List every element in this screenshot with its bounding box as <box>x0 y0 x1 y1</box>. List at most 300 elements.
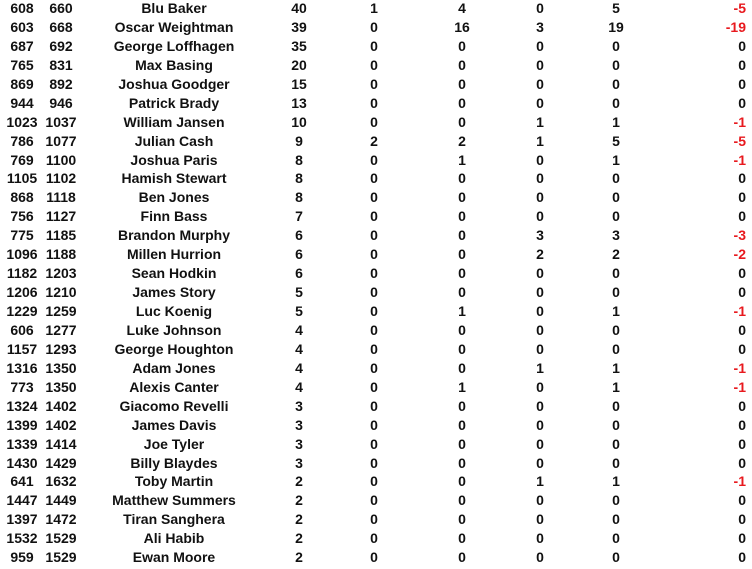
stat-3-cell: 0 <box>458 416 466 433</box>
stat-4-cell: 2 <box>536 246 544 263</box>
player-name-cell: George Houghton <box>114 340 234 357</box>
table-row <box>0 378 752 397</box>
stat-3-cell: 0 <box>458 265 466 282</box>
player-name-cell: Finn Bass <box>140 208 208 225</box>
player-name-cell: Julian Cash <box>134 132 214 149</box>
stat-4-cell: 0 <box>536 189 544 206</box>
rank-before-cell: 1206 <box>6 284 38 301</box>
rank-before-cell: 1105 <box>6 170 38 187</box>
difference-cell: 0 <box>738 284 746 301</box>
rank-before-cell: 1316 <box>6 359 38 376</box>
difference-cell: 0 <box>738 416 746 433</box>
rank-after-cell: 1203 <box>45 265 77 282</box>
stat-3-cell: 0 <box>458 284 466 301</box>
stat-5-cell: 0 <box>612 397 620 414</box>
stat-2-cell: 0 <box>370 246 378 263</box>
stat-3-cell: 0 <box>458 511 466 528</box>
player-name-cell: Joshua Paris <box>130 151 218 168</box>
stat-2-cell: 0 <box>370 473 378 490</box>
player-name-cell: Oscar Weightman <box>114 18 234 35</box>
rank-before-cell: 786 <box>10 132 34 149</box>
rank-after-cell: 1102 <box>45 170 77 187</box>
rank-before-cell: 1339 <box>6 435 38 452</box>
table-row <box>0 416 752 435</box>
difference-cell: -5 <box>733 0 746 16</box>
table-row <box>0 94 752 113</box>
rank-before-cell: 1447 <box>6 492 38 509</box>
stat-5-cell: 1 <box>612 359 620 376</box>
stat-1-cell: 15 <box>291 75 307 92</box>
stat-1-cell: 2 <box>295 492 303 509</box>
player-name-cell: Sean Hodkin <box>131 265 217 282</box>
player-name-cell: Alexis Canter <box>129 378 219 395</box>
rank-after-cell: 1077 <box>45 132 77 149</box>
rank-after-cell: 1350 <box>45 378 77 395</box>
stat-5-cell: 0 <box>612 416 620 433</box>
table-row <box>0 472 752 491</box>
stat-5-cell: 0 <box>612 265 620 282</box>
stat-4-cell: 3 <box>536 227 544 244</box>
stat-4-cell: 1 <box>536 473 544 490</box>
table-row <box>0 245 752 264</box>
difference-cell: 0 <box>738 170 746 187</box>
rank-before-cell: 1023 <box>6 113 38 130</box>
stat-2-cell: 0 <box>370 416 378 433</box>
stat-5-cell: 0 <box>612 435 620 452</box>
stat-5-cell: 0 <box>612 492 620 509</box>
stat-2-cell: 0 <box>370 549 378 566</box>
rank-after-cell: 1350 <box>45 359 77 376</box>
rank-after-cell: 1259 <box>45 303 77 319</box>
rank-after-cell: 831 <box>49 56 73 73</box>
stat-2-cell: 0 <box>370 151 378 168</box>
stat-4-cell: 1 <box>536 359 544 376</box>
rank-after-cell: 1529 <box>45 530 77 547</box>
rank-before-cell: 765 <box>10 56 34 73</box>
stat-2-cell: 0 <box>370 303 378 319</box>
stat-4-cell: 0 <box>536 151 544 168</box>
stat-1-cell: 4 <box>295 359 303 376</box>
player-name-cell: Luc Koenig <box>135 303 213 319</box>
stat-5-cell: 0 <box>612 321 620 338</box>
stat-1-cell: 10 <box>291 113 307 130</box>
stat-2-cell: 0 <box>370 56 378 73</box>
difference-cell: 0 <box>738 37 746 54</box>
rank-before-cell: 608 <box>10 0 34 16</box>
stat-2-cell: 1 <box>370 0 378 16</box>
player-name-cell: Ewan Moore <box>132 549 216 566</box>
table-row <box>0 207 752 226</box>
difference-cell: 0 <box>738 75 746 92</box>
stat-3-cell: 0 <box>458 454 466 471</box>
stat-4-cell: 0 <box>536 37 544 54</box>
stat-1-cell: 8 <box>295 151 303 168</box>
stat-4-cell: 0 <box>536 378 544 395</box>
table-row <box>0 302 752 321</box>
difference-cell: 0 <box>738 340 746 357</box>
player-name-cell: Brandon Murphy <box>118 227 230 244</box>
stat-1-cell: 20 <box>291 56 307 73</box>
stat-5-cell: 0 <box>612 170 620 187</box>
stat-2-cell: 0 <box>370 94 378 111</box>
stat-4-cell: 0 <box>536 435 544 452</box>
stat-3-cell: 0 <box>458 94 466 111</box>
rank-after-cell: 1210 <box>45 284 77 301</box>
stat-1-cell: 13 <box>291 94 307 111</box>
stat-4-cell: 0 <box>536 284 544 301</box>
stat-1-cell: 2 <box>295 530 303 547</box>
stat-2-cell: 0 <box>370 265 378 282</box>
rank-after-cell: 1277 <box>45 321 77 338</box>
stat-5-cell: 1 <box>612 378 620 395</box>
difference-cell: 0 <box>738 511 746 528</box>
rank-before-cell: 769 <box>10 151 34 168</box>
stat-3-cell: 0 <box>458 359 466 376</box>
stat-2-cell: 0 <box>370 75 378 92</box>
rank-after-cell: 1100 <box>45 151 77 168</box>
stat-4-cell: 0 <box>536 265 544 282</box>
difference-cell: -1 <box>733 113 746 130</box>
rank-before-cell: 1229 <box>6 303 38 319</box>
stat-5-cell: 0 <box>612 549 620 566</box>
player-name-cell: Patrick Brady <box>128 94 220 111</box>
player-name-cell: Blu Baker <box>141 0 207 16</box>
difference-cell: 0 <box>738 435 746 452</box>
table-row <box>0 0 752 18</box>
stat-4-cell: 0 <box>536 511 544 528</box>
stat-5-cell: 0 <box>612 340 620 357</box>
rank-after-cell: 668 <box>49 18 73 35</box>
player-name-cell: Ben Jones <box>138 189 210 206</box>
rank-before-cell: 756 <box>10 208 34 225</box>
stat-3-cell: 0 <box>458 56 466 73</box>
player-name-cell: Hamish Stewart <box>121 170 227 187</box>
stat-1-cell: 8 <box>295 189 303 206</box>
stat-2-cell: 0 <box>370 511 378 528</box>
player-name-cell: Matthew Summers <box>112 492 236 509</box>
difference-cell: 0 <box>738 94 746 111</box>
stat-4-cell: 0 <box>536 56 544 73</box>
stat-4-cell: 3 <box>536 18 544 35</box>
stat-3-cell: 4 <box>458 0 466 16</box>
rank-after-cell: 1185 <box>45 227 77 244</box>
table-row <box>0 454 752 473</box>
rank-before-cell: 1182 <box>6 265 38 282</box>
rank-after-cell: 1118 <box>46 189 76 206</box>
rank-before-cell: 868 <box>10 189 34 206</box>
table-row <box>0 37 752 56</box>
rank-before-cell: 944 <box>10 94 34 111</box>
stat-3-cell: 0 <box>458 397 466 414</box>
stat-1-cell: 6 <box>295 227 303 244</box>
rank-before-cell: 959 <box>10 549 34 566</box>
player-name-cell: Luke Johnson <box>126 321 222 338</box>
rank-before-cell: 1532 <box>6 530 38 547</box>
rank-after-cell: 1632 <box>45 473 77 490</box>
player-name-cell: Toby Martin <box>134 473 214 490</box>
stat-2-cell: 0 <box>370 37 378 54</box>
table-row <box>0 151 752 170</box>
stat-3-cell: 1 <box>458 378 466 395</box>
table-row <box>0 226 752 245</box>
stat-5-cell: 1 <box>612 151 620 168</box>
stat-1-cell: 9 <box>295 132 303 149</box>
rank-after-cell: 1402 <box>45 397 77 414</box>
difference-cell: -2 <box>733 246 746 263</box>
table-row <box>0 188 752 207</box>
stat-5-cell: 3 <box>612 227 620 244</box>
difference-cell: 0 <box>738 56 746 73</box>
difference-cell: 0 <box>738 530 746 547</box>
rank-after-cell: 660 <box>49 0 73 16</box>
rank-after-cell: 1293 <box>45 340 77 357</box>
difference-cell: 0 <box>738 321 746 338</box>
stat-5-cell: 1 <box>612 473 620 490</box>
rank-before-cell: 687 <box>10 37 34 54</box>
stat-2-cell: 0 <box>370 284 378 301</box>
table-row <box>0 75 752 94</box>
stat-1-cell: 8 <box>295 170 303 187</box>
stat-4-cell: 0 <box>536 340 544 357</box>
rank-after-cell: 1188 <box>45 246 77 263</box>
difference-cell: -3 <box>733 227 746 244</box>
rank-before-cell: 869 <box>10 75 34 92</box>
stat-1-cell: 3 <box>295 397 303 414</box>
table-row <box>0 435 752 454</box>
stat-4-cell: 0 <box>536 75 544 92</box>
stat-1-cell: 6 <box>295 246 303 263</box>
stat-5-cell: 0 <box>612 94 620 111</box>
stat-3-cell: 16 <box>454 18 470 35</box>
stat-1-cell: 4 <box>295 321 303 338</box>
stat-5-cell: 5 <box>612 132 620 149</box>
rank-after-cell: 1429 <box>45 454 77 471</box>
rank-after-cell: 1449 <box>45 492 77 509</box>
stat-3-cell: 0 <box>458 113 466 130</box>
difference-cell: 0 <box>738 492 746 509</box>
stat-4-cell: 0 <box>536 549 544 566</box>
stat-1-cell: 40 <box>291 0 307 16</box>
rank-after-cell: 1414 <box>45 435 77 452</box>
stat-1-cell: 5 <box>295 284 303 301</box>
stat-3-cell: 0 <box>458 75 466 92</box>
rank-after-cell: 1402 <box>45 416 77 433</box>
rank-before-cell: 1157 <box>6 340 38 357</box>
stat-4-cell: 0 <box>536 416 544 433</box>
stat-1-cell: 2 <box>295 511 303 528</box>
rank-after-cell: 1127 <box>45 208 77 225</box>
table-row <box>0 113 752 132</box>
player-name-cell: Billy Blaydes <box>130 454 218 471</box>
stat-2-cell: 0 <box>370 170 378 187</box>
difference-cell: 0 <box>738 265 746 282</box>
stat-3-cell: 0 <box>458 37 466 54</box>
stat-2-cell: 0 <box>370 454 378 471</box>
player-name-cell: Giacomo Revelli <box>119 397 229 414</box>
stat-5-cell: 0 <box>612 208 620 225</box>
stat-1-cell: 2 <box>295 549 303 566</box>
table-row <box>0 56 752 75</box>
stat-3-cell: 0 <box>458 321 466 338</box>
difference-cell: -1 <box>733 151 746 168</box>
stat-2-cell: 2 <box>370 132 378 149</box>
player-name-cell: Joe Tyler <box>143 435 205 452</box>
stat-5-cell: 1 <box>612 303 620 319</box>
player-name-cell: James Story <box>132 284 216 301</box>
table-row <box>0 132 752 151</box>
stat-2-cell: 0 <box>370 113 378 130</box>
stat-2-cell: 0 <box>370 227 378 244</box>
table-row <box>0 321 752 340</box>
stat-3-cell: 0 <box>458 435 466 452</box>
stat-2-cell: 0 <box>370 340 378 357</box>
stat-5-cell: 0 <box>612 56 620 73</box>
player-name-cell: Joshua Goodger <box>118 75 230 92</box>
stat-3-cell: 0 <box>458 473 466 490</box>
table-row <box>0 340 752 359</box>
stat-4-cell: 0 <box>536 0 544 16</box>
stat-3-cell: 0 <box>458 170 466 187</box>
difference-cell: 0 <box>738 549 746 566</box>
stat-5-cell: 0 <box>612 511 620 528</box>
rank-after-cell: 946 <box>49 94 73 111</box>
player-name-cell: Tiran Sanghera <box>123 511 225 528</box>
stat-3-cell: 0 <box>458 492 466 509</box>
table-row <box>0 359 752 378</box>
stat-3-cell: 0 <box>458 227 466 244</box>
player-name-cell: Millen Hurrion <box>126 246 222 263</box>
stat-5-cell: 0 <box>612 530 620 547</box>
rank-before-cell: 606 <box>10 321 34 338</box>
stat-5-cell: 0 <box>612 75 620 92</box>
rank-after-cell: 1529 <box>45 549 77 566</box>
stat-4-cell: 0 <box>536 530 544 547</box>
stat-1-cell: 2 <box>295 473 303 490</box>
difference-cell: -1 <box>733 378 746 395</box>
rank-before-cell: 1397 <box>6 511 38 528</box>
stat-4-cell: 0 <box>536 321 544 338</box>
stat-5-cell: 0 <box>612 37 620 54</box>
stat-4-cell: 0 <box>536 170 544 187</box>
stat-2-cell: 0 <box>370 189 378 206</box>
stat-3-cell: 0 <box>458 530 466 547</box>
stat-2-cell: 0 <box>370 397 378 414</box>
table-row <box>0 264 752 283</box>
player-name-cell: James Davis <box>131 416 217 433</box>
stat-5-cell: 0 <box>612 189 620 206</box>
difference-cell: 0 <box>738 454 746 471</box>
stat-2-cell: 0 <box>370 378 378 395</box>
stat-4-cell: 1 <box>536 113 544 130</box>
player-name-cell: Ali Habib <box>143 530 205 547</box>
stat-5-cell: 0 <box>612 284 620 301</box>
difference-cell: 0 <box>738 189 746 206</box>
stat-2-cell: 0 <box>370 208 378 225</box>
rank-before-cell: 641 <box>10 473 34 490</box>
table-row <box>0 169 752 188</box>
stat-2-cell: 0 <box>370 321 378 338</box>
stat-5-cell: 5 <box>612 0 620 16</box>
player-name-cell: William Jansen <box>123 113 225 130</box>
stat-1-cell: 4 <box>295 378 303 395</box>
difference-cell: -1 <box>733 359 746 376</box>
table-row <box>0 491 752 510</box>
stat-3-cell: 0 <box>458 208 466 225</box>
stat-5-cell: 0 <box>612 454 620 471</box>
table-row <box>0 529 752 548</box>
difference-cell: 0 <box>738 397 746 414</box>
stat-2-cell: 0 <box>370 435 378 452</box>
rank-after-cell: 892 <box>49 75 73 92</box>
player-name-cell: George Loffhagen <box>113 37 235 54</box>
stat-4-cell: 1 <box>536 132 544 149</box>
player-name-cell: Adam Jones <box>132 359 216 376</box>
rank-before-cell: 1096 <box>6 246 38 263</box>
stat-3-cell: 0 <box>458 189 466 206</box>
stat-2-cell: 0 <box>370 18 378 35</box>
stat-3-cell: 0 <box>458 246 466 263</box>
stat-3-cell: 2 <box>458 132 466 149</box>
stat-3-cell: 1 <box>458 303 466 319</box>
stat-3-cell: 1 <box>458 151 466 168</box>
table-row <box>0 18 752 37</box>
rank-before-cell: 603 <box>10 18 34 35</box>
table-row <box>0 548 752 567</box>
stat-4-cell: 0 <box>536 94 544 111</box>
rank-after-cell: 1472 <box>45 511 77 528</box>
stat-2-cell: 0 <box>370 359 378 376</box>
stat-4-cell: 0 <box>536 492 544 509</box>
rank-before-cell: 1430 <box>6 454 38 471</box>
stat-1-cell: 6 <box>295 265 303 282</box>
stat-1-cell: 4 <box>295 340 303 357</box>
stat-5-cell: 2 <box>612 246 620 263</box>
stat-4-cell: 0 <box>536 303 544 319</box>
stat-1-cell: 3 <box>295 435 303 452</box>
difference-cell: -19 <box>725 18 746 35</box>
stat-1-cell: 3 <box>295 454 303 471</box>
stat-2-cell: 0 <box>370 492 378 509</box>
player-name-cell: Max Basing <box>135 56 213 73</box>
difference-cell: 0 <box>738 208 746 225</box>
stat-4-cell: 0 <box>536 397 544 414</box>
stat-3-cell: 0 <box>458 340 466 357</box>
stat-1-cell: 39 <box>291 18 307 35</box>
stat-2-cell: 0 <box>370 530 378 547</box>
stat-4-cell: 0 <box>536 208 544 225</box>
rank-before-cell: 773 <box>10 378 34 395</box>
table-row <box>0 397 752 416</box>
table-row <box>0 283 752 302</box>
rank-after-cell: 692 <box>49 37 73 54</box>
stat-5-cell: 19 <box>608 18 624 35</box>
stat-1-cell: 5 <box>295 303 303 319</box>
stat-1-cell: 7 <box>295 208 303 225</box>
difference-cell: -1 <box>733 303 746 319</box>
stat-5-cell: 1 <box>612 113 620 130</box>
difference-cell: -1 <box>733 473 746 490</box>
stat-4-cell: 0 <box>536 454 544 471</box>
rank-before-cell: 1399 <box>6 416 38 433</box>
rank-after-cell: 1037 <box>45 113 77 130</box>
stat-1-cell: 3 <box>295 416 303 433</box>
stat-1-cell: 35 <box>291 37 307 54</box>
rank-before-cell: 1324 <box>6 397 38 414</box>
stat-3-cell: 0 <box>458 549 466 566</box>
difference-cell: -5 <box>733 132 746 149</box>
table-row <box>0 510 752 529</box>
rank-before-cell: 775 <box>10 227 34 244</box>
